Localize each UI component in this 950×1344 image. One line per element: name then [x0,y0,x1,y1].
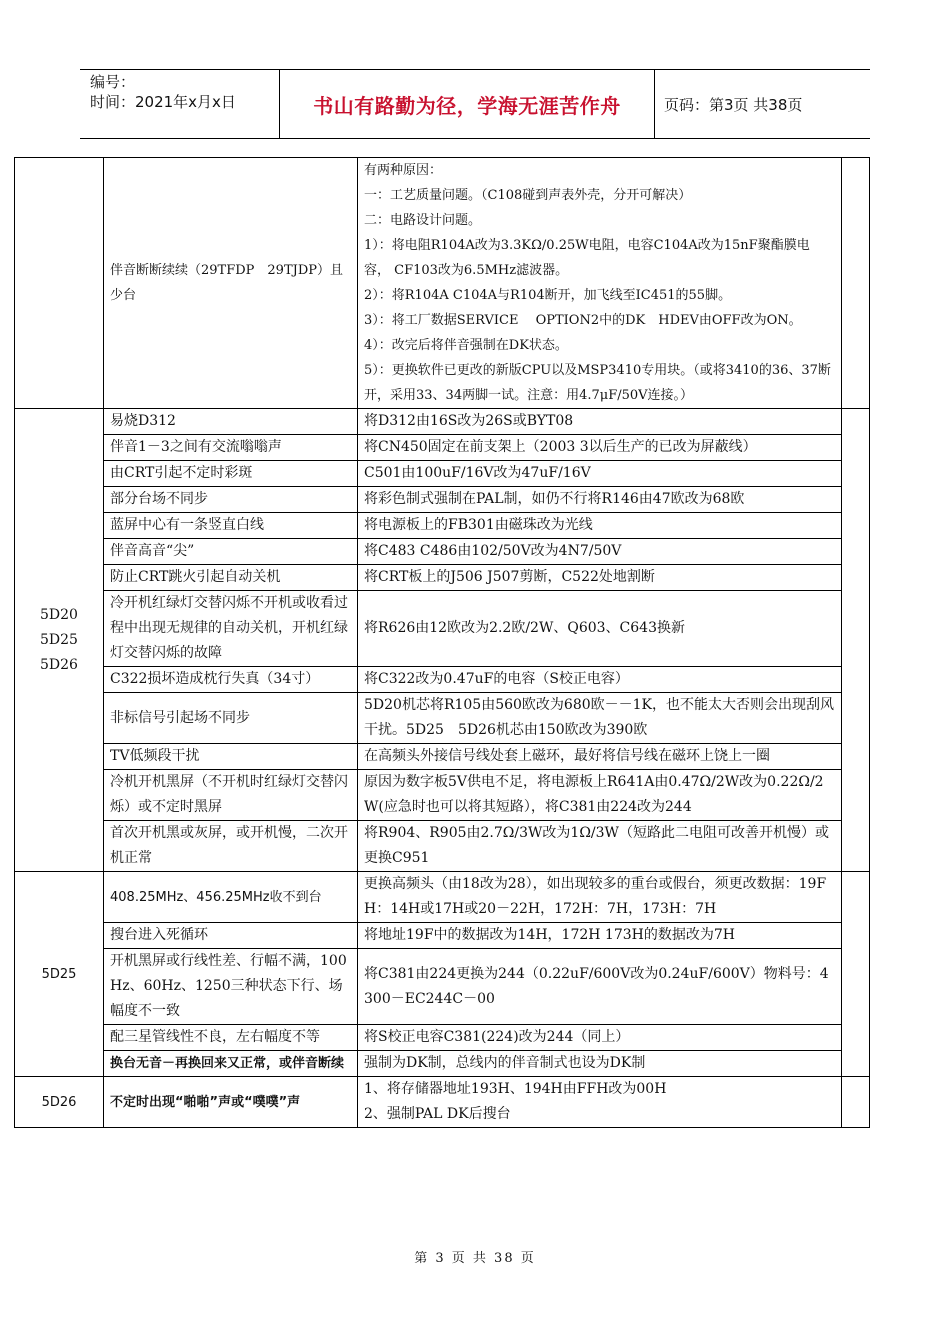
solution-cell: 5D20机芯将R105由560欧改为680欧－－1K，也不能太大否则会出现刮风干扰。5D25 5D26机芯由150欧改为390欧 [358,693,842,744]
problem-cell: 非标信号引起场不同步 [104,693,358,744]
model-cell [15,158,104,409]
problem-cell: TV低频段干扰 [104,744,358,770]
solution-cell: 将电源板上的FB301由磁珠改为光线 [358,513,842,539]
problem-cell: 冷开机红绿灯交替闪烁不开机或收看过程中出现无规律的自动关机，开机红绿灯交替闪烁的故障 [104,591,358,667]
table-row [15,949,870,1025]
table-row [15,1077,870,1128]
problem-cell: 冷机开机黑屏（不开机时红绿灯交替闪烁）或不定时黑屏 [104,770,358,821]
doc-number-label: 编号： [90,73,136,91]
table-row [15,591,870,667]
solution-cell: C501由100uF/16V改为47uF/16V [358,461,842,487]
solution-cell: 强制为DK制，总线内的伴音制式也设为DK制 [358,1051,842,1077]
header-page-label: 页码：第3页 共38页 [664,95,803,114]
table-row [15,744,870,770]
solution-cell: 将D312由16S改为26S或BYT08 [358,409,842,435]
table-row [15,539,870,565]
solution-line: 有两种原因： [364,163,443,178]
solution-cell: 将C483 C486由102/50V改为4N7/50V [358,539,842,565]
table-row [15,667,870,693]
solution-line: 5）：更换软件已更改的新版CPU以及MSP3410专用块。（或将3410的36、37断开，采用33、34两脚一试。注意：用4.7μF/50V连接。） [364,363,831,403]
solution-cell: 将C381由224更换为244（0.22uF/600V改为0.24uF/600V）物料号：4300－EC244C－00 [358,949,842,1025]
header-meta [80,70,280,138]
problem-cell: 搜台进入死循环 [104,923,358,949]
table-row [15,1051,870,1077]
table-row [15,693,870,744]
table-row [15,409,870,435]
problem-cell: C322损坏造成枕行失真（34寸） [104,667,358,693]
solution-cell: 将彩色制式强制在PAL制，如仍不行将R146由47欧改为68欧 [358,487,842,513]
model-label: 5D20 [40,606,78,623]
solution-line: 1）：将电阻R104A改为3.3KΩ/0.25W电阻，电容C104A改为15nF聚酯膜电容， CF103改为6.5MHz滤波器。 [364,238,810,278]
solution-cell: 原因为数字板5V供电不足，将电源板上R641A由0.47Ω/2W改为0.22Ω/2W(应急时也可以将其短路），将C381由224改为244 [358,770,842,821]
table-row [15,461,870,487]
remark-cell [842,158,870,409]
problem-cell: 不定时出现“啪啪”声或“噗噗”声 [104,1077,358,1128]
model-cell: 5D26 [15,1077,104,1128]
page-header [80,69,870,139]
solution-cell: 更换高频头（由18改为28），如出现较多的重台或假台，须更改数据：19FH：14H或17H或20－22H，172H：7H，173H：7H [358,872,842,923]
problem-cell: 部分台场不同步 [104,487,358,513]
model-label: 5D26 [40,656,78,673]
solution-line: 一：工艺质量问题。（C108碰到声表外壳，分开可解决） [364,188,692,203]
solution-line: 2、强制PAL DK后搜台 [364,1106,511,1122]
remark-cell [842,1077,870,1128]
time-label: 时间：2021年x月x日 [90,93,236,111]
remark-cell [842,409,870,872]
solution-line: 3）：将工厂数据SERVICE OPTION2中的DK HDEV由OFF改为ON。 4）：改完后将伴音强制在DK状态。 [364,313,900,353]
solution-line: 1、将存储器地址193H、194H由FFH改为00H [364,1081,667,1097]
table-row [15,821,870,872]
model-cell: 5D25 [15,872,104,1077]
problem-cell: 开机黑屏或行线性差、行幅不满，100Hz、60Hz、1250三种状态下行、场幅度不一致 [104,949,358,1025]
solution-cell: 将地址19F中的数据改为14H，172H 173H的数据改为7H [358,923,842,949]
problem-cell: 换台无音－再换回来又正常，或伴音断续 [104,1051,358,1077]
solution-line: 2）：将R104A C104A与R104断开，加飞线至IC451的55脚。 [364,288,732,303]
solution-cell: 将C322改为0.47uF的电容（S校正电容） [358,667,842,693]
problem-cell: 配三星管线性不良，左右幅度不等 [104,1025,358,1051]
solution-cell [358,158,900,409]
table-row [15,770,870,821]
table-row [15,565,870,591]
problem-cell: 伴音1－3之间有交流嗡嗡声 [104,435,358,461]
solution-cell [358,1077,842,1128]
header-motto: 书山有路勤为径，学海无涯苦作舟 [280,70,655,138]
table-row [15,158,870,409]
problem-cell: 408.25MHz、456.25MHz收不到台 [104,872,358,923]
remark-cell [842,872,870,1077]
table-row [15,513,870,539]
solution-cell: 将CRT板上的J506 J507剪断，C522处地割断 [358,565,842,591]
problem-cell: 首次开机黑或灰屏，或开机慢，二次开机正常 [104,821,358,872]
solution-cell: 在高频头外接信号线处套上磁环，最好将信号线在磁环上饶上一圈 [358,744,842,770]
problem-cell: 防止CRT跳火引起自动关机 [104,565,358,591]
table-row [15,872,870,923]
problem-cell: 由CRT引起不定时彩斑 [104,461,358,487]
model-cell [15,409,104,872]
solution-cell: 将CN450固定在前支架上（2003 3以后生产的已改为屏蔽线） [358,435,842,461]
problem-cell: 伴音断断续续（29TFDP 29TJDP）且少台 [104,158,358,409]
solution-line: 二：电路设计问题。 [364,213,482,228]
table-row [15,1025,870,1051]
solution-cell: 将R904、R905由2.7Ω/3W改为1Ω/3W（短路此二电阻可改善开机慢）或更换C951 [358,821,842,872]
solution-cell: 将S校正电容C381(224)改为244（同上） [358,1025,842,1051]
table-row [15,923,870,949]
solution-cell: 将R626由12欧改为2.2欧/2W、Q603、C643换新 [358,591,842,667]
problem-cell: 蓝屏中心有一条竖直白线 [104,513,358,539]
problem-cell: 易烧D312 [104,409,358,435]
table-row [15,487,870,513]
table-row [15,435,870,461]
page-footer: 第 3 页 共 38 页 [414,1251,536,1266]
problem-cell: 伴音高音“尖” [104,539,358,565]
model-label: 5D25 [40,631,78,648]
fault-table [14,157,900,1128]
